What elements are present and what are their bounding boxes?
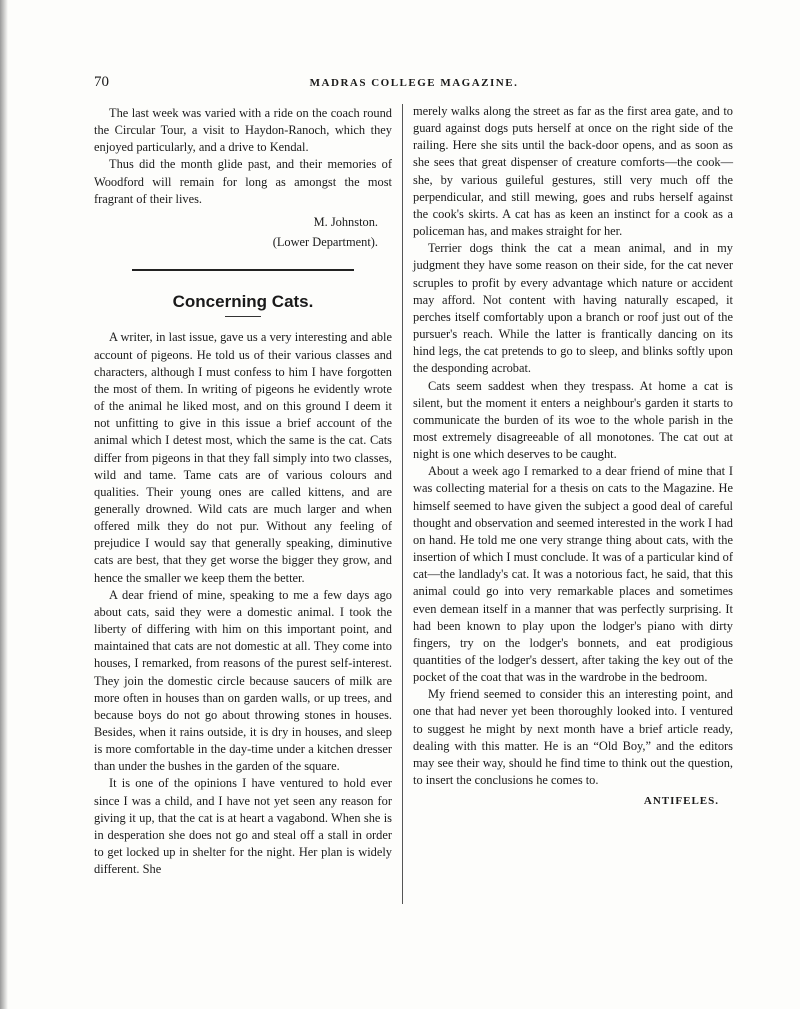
article-paragraph: A dear friend of mine, speaking to me a few days ago about cats, said they were a domestic animal. I took the liberty of differing with him on this important point, and maintained that cats are not domestic at all. They come into houses, I remarked, from reasons of the purest self-interest. They join the domestic circle because saucers of milk are more often in houses than on garden walls, or up trees, and because boys do not go about throwing stones in houses. Besides, when it rains outside, it is dry in houses, and sleep is more comfortable in the day-time under a kitchen dresser than under the bushes in the garden of the square. xyxy=(94,587,392,774)
article-title: Concerning Cats. xyxy=(172,292,314,312)
article-paragraph: Cats seem saddest when they trespass. At home a cat is silent, but the moment it enters a neighbour's garden it starts to communicate the burden of its woe to the whole parish in the most extremely disagreeable of all monotones. The cat out at night is one which deserves to be caught. xyxy=(413,378,733,462)
article-paragraph: My friend seemed to consider this an interesting point, and one that had never yet been thoroughly looked into. I ventured to suggest he might by next month have a brief article ready, dealing with this matter. He is an “Old Boy,” and the editors may see their way, should he find time to think out the question, to insert the conclusions he comes to. xyxy=(413,687,733,788)
article-paragraph: Terrier dogs think the cat a mean animal, and in my judgment they have some reason on their side, for the cat never scruples to profit by every advantage which nature or accident may afford. Not content with having naturally escaped, it perches itself comfortably upon a branch or roof just out of the pursuer's reach. While the latter is frantically dancing on its hind legs, the cat pretends to go to sleep, and blinks softly upon the desponding acrobat. xyxy=(413,241,733,376)
article-paragraph: About a week ago I remarked to a dear friend of mine that I was collecting material for a thesis on cats to the Magazine. He himself seemed to have given the subject a good deal of careful thought and observation and seemed interested in the work I had on hand. He told me one very strange thing about cats, with the insertion of which I must conclude. It was of a particular kind of cat—the landlady's cat. It was a notorious fact, he said, that this animal could go into very remarkable places and sometimes even demean itself in a manner that was perfectly surprising. It had been known to play upon the lodger's piano with dirty fingers, try on the lodger's bonnets, and eat prodigious quantities of the lodger's dessert, after taking the key out of the pocket of the coat that was in the wardrobe in the bedroom. xyxy=(413,464,734,685)
right-column xyxy=(413,103,733,810)
article-signoff: ANTIFELES. xyxy=(643,795,719,808)
scan-edge-shadow xyxy=(0,0,8,1009)
article-paragraph-continued: merely walks along the street as far as the first area gate, and to guard against dogs puts herself at once on the right side of the railing. Here she sits until the back-door opens, and as soon as she sees that great dispenser of creature comforts—the cook—she, by various guileful gestures, still very much off the perpendicular, and still mewing, goes and rubs herself against the cook's skirts. A cat has as keen an instinct for a cook as a policeman has, and makes straight for her. xyxy=(413,104,733,239)
previous-article-paragraph: Thus did the month glide past, and their memories of Woodford will remain for long as amongst the most fragrant of their lives. xyxy=(94,157,392,206)
title-underline xyxy=(225,316,261,317)
running-title: MADRAS COLLEGE MAGAZINE. xyxy=(309,77,519,89)
previous-article-author: M. Johnston. xyxy=(313,214,378,229)
article-paragraph: It is one of the opinions I have ventured to hold ever since I was a child, and I have not yet seen any reason for giving it up, that the cat is at heart a vagabond. When she is in desperation she does not go and steal off a stall in order to get locked up in shelter for the night. Her plan is widely different. She xyxy=(94,776,392,877)
left-column xyxy=(94,105,392,878)
section-rule xyxy=(132,269,354,271)
previous-article-department: (Lower Department). xyxy=(272,235,378,250)
column-divider xyxy=(402,104,403,904)
running-head xyxy=(94,74,734,94)
page-number: 70 xyxy=(94,74,109,90)
previous-article-paragraph: The last week was varied with a ride on the coach round the Circular Tour, a visit to Haydon-Ranoch, which they enjoyed particularly, and a drive to Kendal. xyxy=(94,106,392,155)
article-paragraph: A writer, in last issue, gave us a very interesting and able account of pigeons. He told us of their various classes and characters, although I must confess to him I have forgotten the most of them. In writing of pigeons he evidently wrote of the animal he liked most, and on this ground I deem it not unfitting to give in this issue a brief account of the animal which I detest most, which the same is the cat. Cats differ from pigeons in that they fall simply into two classes, wild and tame. Tame cats are of various colours and qualities. Their young ones are called kittens, and are generally drowned. Wild cats are much larger and when offered milk they do not pur. Without any feeling of prejudice I would say that generally speaking, diminutive cats are best, that they get worse the bigger they grow, and hence the smaller we keep them the better. xyxy=(94,330,392,585)
